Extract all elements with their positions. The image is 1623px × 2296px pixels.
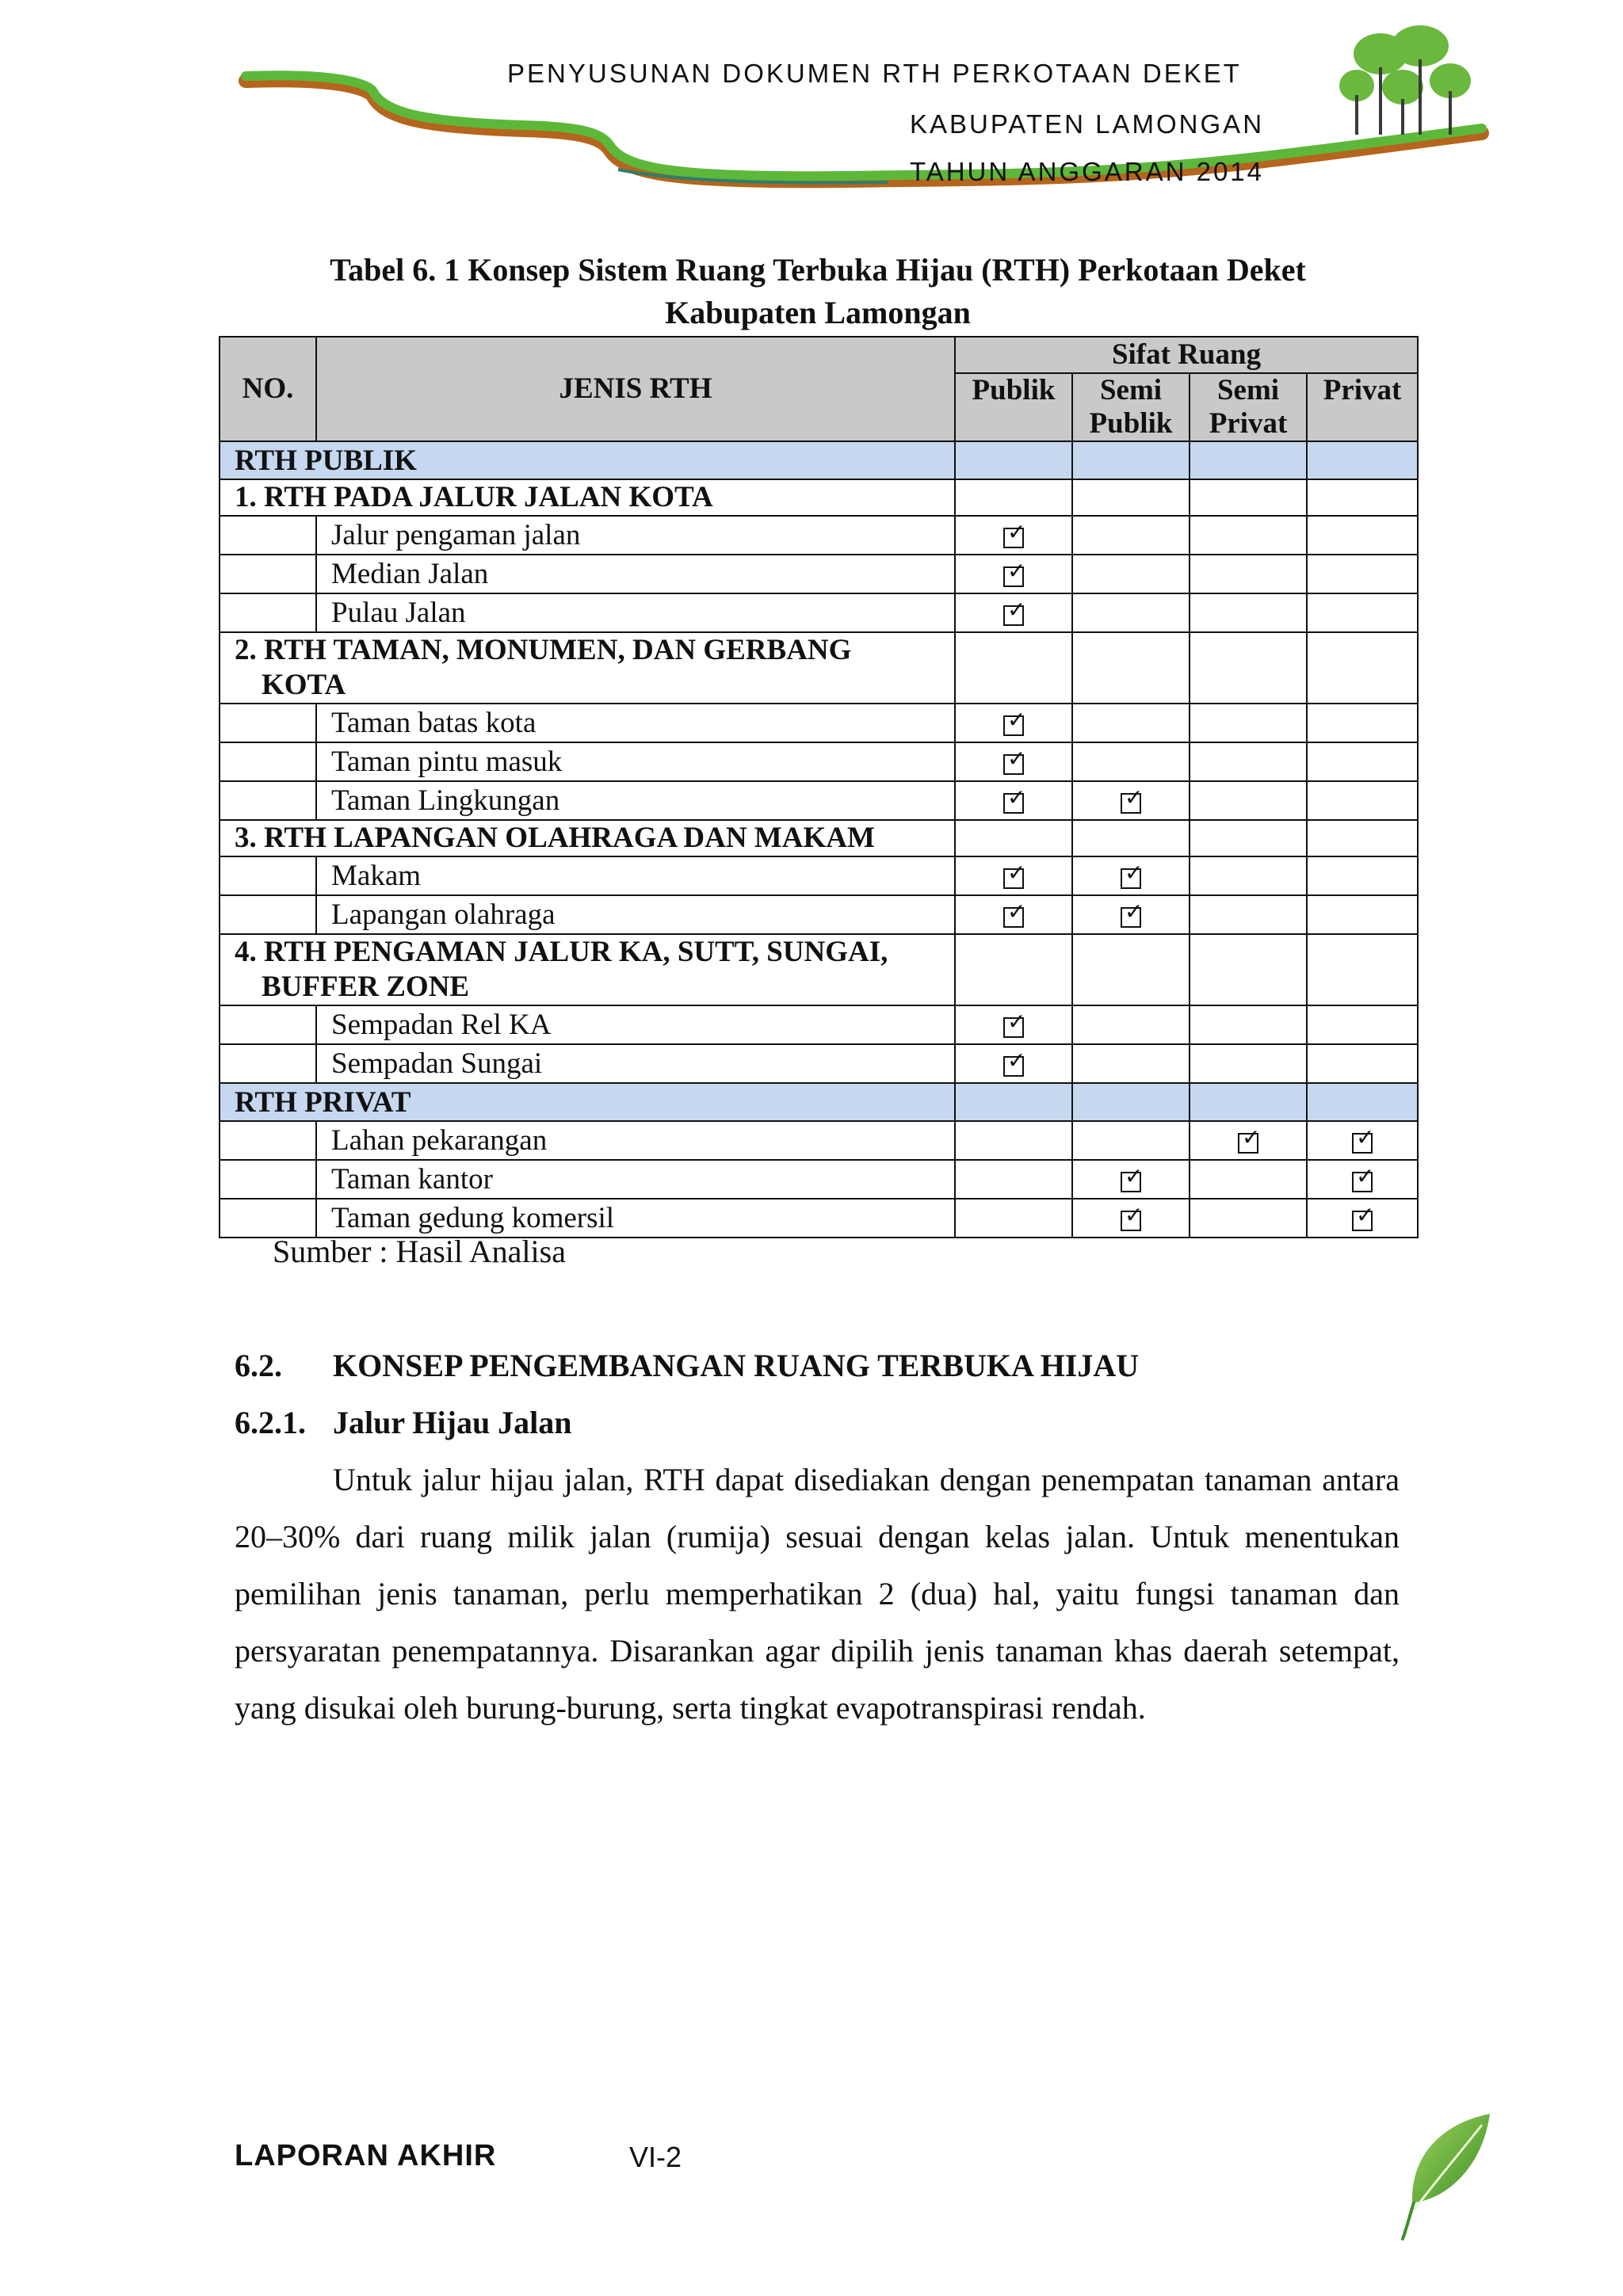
table-row (220, 895, 1418, 934)
table-caption-line2: Kabupaten Lamongan (665, 295, 971, 330)
category-cell-privat (1307, 1083, 1418, 1121)
table-row (220, 1160, 1418, 1199)
group-title-line2: KOTA (262, 669, 346, 701)
header-title-line2: KABUPATEN LAMONGAN (910, 109, 1265, 139)
checked-box-icon: ✓ (1121, 1211, 1141, 1231)
group-row (220, 820, 1418, 856)
checked-box-icon: ✓ (1003, 605, 1024, 626)
cell-semi-privat (1190, 516, 1307, 555)
group-cell-publik (955, 820, 1072, 856)
row-number-cell (220, 555, 316, 593)
checked-box-icon: ✓ (1003, 754, 1024, 775)
group-title-line1: 2. RTH TAMAN, MONUMEN, DAN GERBANG (235, 634, 852, 666)
cell-semi-privat (1190, 593, 1307, 632)
group-row (220, 479, 1418, 516)
header-col-publik: Publik (955, 373, 1072, 441)
cell-semi-publik (1072, 1121, 1190, 1160)
trees-logo-icon (1325, 24, 1484, 143)
row-number-cell (220, 593, 316, 632)
group-cell-privat (1307, 820, 1418, 856)
cell-privat (1307, 895, 1418, 934)
row-number-cell (220, 516, 316, 555)
table-row (220, 856, 1418, 895)
cell-privat (1307, 742, 1418, 781)
checked-box-icon: ✓ (1003, 1017, 1024, 1038)
group-cell-semi-publik (1072, 479, 1190, 516)
cell-privat (1307, 781, 1418, 820)
subsection-title: Jalur Hijau Jalan (333, 1405, 572, 1440)
row-number-cell (220, 781, 316, 820)
row-number-cell (220, 895, 316, 934)
section-title: KONSEP PENGEMBANGAN RUANG TERBUKA HIJAU (333, 1348, 1140, 1383)
rth-type-label: Sempadan Rel KA (316, 1005, 955, 1044)
cell-semi-publik (1072, 516, 1190, 555)
checked-box-icon: ✓ (1003, 715, 1024, 736)
rth-concept-table (219, 336, 1419, 1238)
cell-publik (955, 704, 1072, 742)
checked-box-icon: ✓ (1238, 1133, 1258, 1154)
cell-privat (1307, 1044, 1418, 1083)
group-cell-semi-publik (1072, 934, 1190, 1005)
cell-privat (1307, 593, 1418, 632)
category-row (220, 1083, 1418, 1121)
cell-semi-publik (1072, 742, 1190, 781)
cell-publik (955, 895, 1072, 934)
cell-publik (955, 1044, 1072, 1083)
checked-box-icon: ✓ (1352, 1172, 1373, 1192)
cell-privat (1307, 704, 1418, 742)
row-number-cell (220, 742, 316, 781)
section-number: 6.2. (235, 1348, 282, 1383)
footer-page-number: VI-2 (629, 2141, 682, 2173)
checked-box-icon: ✓ (1003, 566, 1024, 587)
cell-privat (1307, 1160, 1418, 1199)
cell-publik (955, 742, 1072, 781)
leaf-logo-icon (1395, 2107, 1498, 2242)
category-label: RTH PUBLIK (220, 441, 955, 479)
checked-box-icon: ✓ (1003, 528, 1024, 548)
group-cell-publik (955, 632, 1072, 704)
checked-box-icon: ✓ (1352, 1211, 1373, 1231)
cell-semi-privat (1190, 781, 1307, 820)
group-cell-semi-privat (1190, 479, 1307, 516)
header-title-line3: TAHUN ANGGARAN 2014 (910, 157, 1265, 186)
group-cell-privat (1307, 479, 1418, 516)
table-source-note: Sumber : Hasil Analisa (273, 1234, 566, 1269)
cell-semi-privat (1190, 1199, 1307, 1238)
header-col-semi-privat: Semi Privat (1190, 373, 1307, 441)
cell-privat (1307, 1199, 1418, 1238)
rth-type-label: Sempadan Sungai (316, 1044, 955, 1083)
category-cell-semi-privat (1190, 1083, 1307, 1121)
group-row (220, 934, 1418, 1005)
table-row (220, 742, 1418, 781)
rth-type-label: Jalur pengaman jalan (316, 516, 955, 555)
cell-privat (1307, 555, 1418, 593)
category-cell-semi-publik (1072, 1083, 1190, 1121)
cell-semi-publik (1072, 856, 1190, 895)
cell-semi-privat (1190, 1044, 1307, 1083)
header-sifat-ruang: Sifat Ruang (955, 337, 1418, 373)
row-number-cell (220, 856, 316, 895)
table-row (220, 1199, 1418, 1238)
cell-semi-publik (1072, 555, 1190, 593)
cell-privat (1307, 856, 1418, 895)
checked-box-icon: ✓ (1121, 868, 1141, 889)
checked-box-icon: ✓ (1003, 1056, 1024, 1077)
cell-semi-privat (1190, 1005, 1307, 1044)
cell-semi-publik (1072, 781, 1190, 820)
group-cell-semi-publik (1072, 632, 1190, 704)
header-col-privat: Privat (1307, 373, 1418, 441)
row-number-cell (220, 1121, 316, 1160)
cell-publik (955, 1199, 1072, 1238)
row-number-cell (220, 1005, 316, 1044)
group-cell-publik (955, 934, 1072, 1005)
cell-privat (1307, 516, 1418, 555)
cell-publik (955, 555, 1072, 593)
cell-semi-publik (1072, 704, 1190, 742)
rth-type-label: Taman kantor (316, 1160, 955, 1199)
cell-semi-privat (1190, 1160, 1307, 1199)
rth-type-label: Taman batas kota (316, 704, 955, 742)
cell-publik (955, 1005, 1072, 1044)
checked-box-icon: ✓ (1121, 793, 1141, 814)
cell-semi-privat (1190, 555, 1307, 593)
category-cell-publik (955, 441, 1072, 479)
group-title-line2: BUFFER ZONE (262, 971, 470, 1003)
group-cell-publik (955, 479, 1072, 516)
checked-box-icon: ✓ (1121, 1172, 1141, 1192)
row-number-cell (220, 1044, 316, 1083)
group-cell-semi-privat (1190, 632, 1307, 704)
group-cell-semi-publik (1072, 820, 1190, 856)
rth-type-label: Makam (316, 856, 955, 895)
cell-semi-privat (1190, 1121, 1307, 1160)
cell-semi-privat (1190, 895, 1307, 934)
header-col-semi-publik: Semi Publik (1072, 373, 1190, 441)
header-no: NO. (220, 337, 316, 441)
group-cell-semi-privat (1190, 820, 1307, 856)
category-cell-semi-publik (1072, 441, 1190, 479)
group-title-line1: 4. RTH PENGAMAN JALUR KA, SUTT, SUNGAI, (235, 936, 888, 968)
rth-type-label: Taman Lingkungan (316, 781, 955, 820)
category-cell-privat (1307, 441, 1418, 479)
rth-type-label: Median Jalan (316, 555, 955, 593)
body-paragraph: Untuk jalur hijau jalan, RTH dapat disediakan dengan penempatan tanaman antara 20–30% dari ruang milik jalan (rumija) sesuai dengan kelas jalan. Untuk menentukan pemilihan jenis tanaman, perlu memperhatikan 2 (dua) hal, yaitu fungsi tanaman dan persyaratan penempatannya. Disarankan agar dipilih jenis tanaman khas daerah setempat, yang disukai oleh burung-burung, serta tingkat evapotranspirasi rendah. (235, 1462, 1400, 1726)
cell-publik (955, 781, 1072, 820)
cell-publik (955, 856, 1072, 895)
table-row (220, 781, 1418, 820)
cell-publik (955, 1160, 1072, 1199)
category-cell-publik (955, 1083, 1072, 1121)
rth-type-label: Taman pintu masuk (316, 742, 955, 781)
table-caption-line1: Tabel 6. 1 Konsep Sistem Ruang Terbuka Hijau (RTH) Perkotaan Deket (330, 252, 1306, 288)
cell-semi-publik (1072, 593, 1190, 632)
header-title-line1: PENYUSUNAN DOKUMEN RTH PERKOTAAN DEKET (507, 59, 1242, 88)
category-cell-semi-privat (1190, 441, 1307, 479)
cell-semi-publik (1072, 1044, 1190, 1083)
rth-type-label: Lapangan olahraga (316, 895, 955, 934)
group-title-line1: 1. RTH PADA JALUR JALAN KOTA (235, 481, 713, 513)
group-title-line1: 3. RTH LAPANGAN OLAHRAGA DAN MAKAM (235, 822, 875, 854)
row-number-cell (220, 1199, 316, 1238)
header-jenis-rth: JENIS RTH (316, 337, 955, 441)
group-title (220, 820, 955, 856)
rth-type-label: Pulau Jalan (316, 593, 955, 632)
table-row (220, 704, 1418, 742)
cell-publik (955, 593, 1072, 632)
cell-semi-privat (1190, 856, 1307, 895)
group-title (220, 632, 955, 704)
cell-privat (1307, 1121, 1418, 1160)
row-number-cell (220, 704, 316, 742)
group-title (220, 934, 955, 1005)
table-row (220, 555, 1418, 593)
table-row (220, 593, 1418, 632)
footer-report-label: LAPORAN AKHIR (235, 2139, 497, 2172)
group-title (220, 479, 955, 516)
category-label: RTH PRIVAT (220, 1083, 955, 1121)
cell-publik (955, 516, 1072, 555)
cell-semi-privat (1190, 704, 1307, 742)
cell-semi-privat (1190, 742, 1307, 781)
group-cell-semi-privat (1190, 934, 1307, 1005)
checked-box-icon: ✓ (1352, 1133, 1373, 1154)
checked-box-icon: ✓ (1003, 793, 1024, 814)
checked-box-icon: ✓ (1121, 907, 1141, 928)
cell-privat (1307, 1005, 1418, 1044)
table-row (220, 1005, 1418, 1044)
cell-publik (955, 1121, 1072, 1160)
checked-box-icon: ✓ (1003, 868, 1024, 889)
category-row (220, 441, 1418, 479)
cell-semi-publik (1072, 1199, 1190, 1238)
cell-semi-publik (1072, 1005, 1190, 1044)
table-row (220, 1121, 1418, 1160)
rth-type-label: Taman gedung komersil (316, 1199, 955, 1238)
subsection-number: 6.2.1. (235, 1405, 306, 1440)
cell-semi-publik (1072, 1160, 1190, 1199)
row-number-cell (220, 1160, 316, 1199)
group-cell-privat (1307, 632, 1418, 704)
checked-box-icon: ✓ (1003, 907, 1024, 928)
table-row (220, 516, 1418, 555)
cell-semi-publik (1072, 895, 1190, 934)
table-header-row (220, 337, 1418, 373)
rth-type-label: Lahan pekarangan (316, 1121, 955, 1160)
table-row (220, 1044, 1418, 1083)
group-cell-privat (1307, 934, 1418, 1005)
group-row (220, 632, 1418, 704)
